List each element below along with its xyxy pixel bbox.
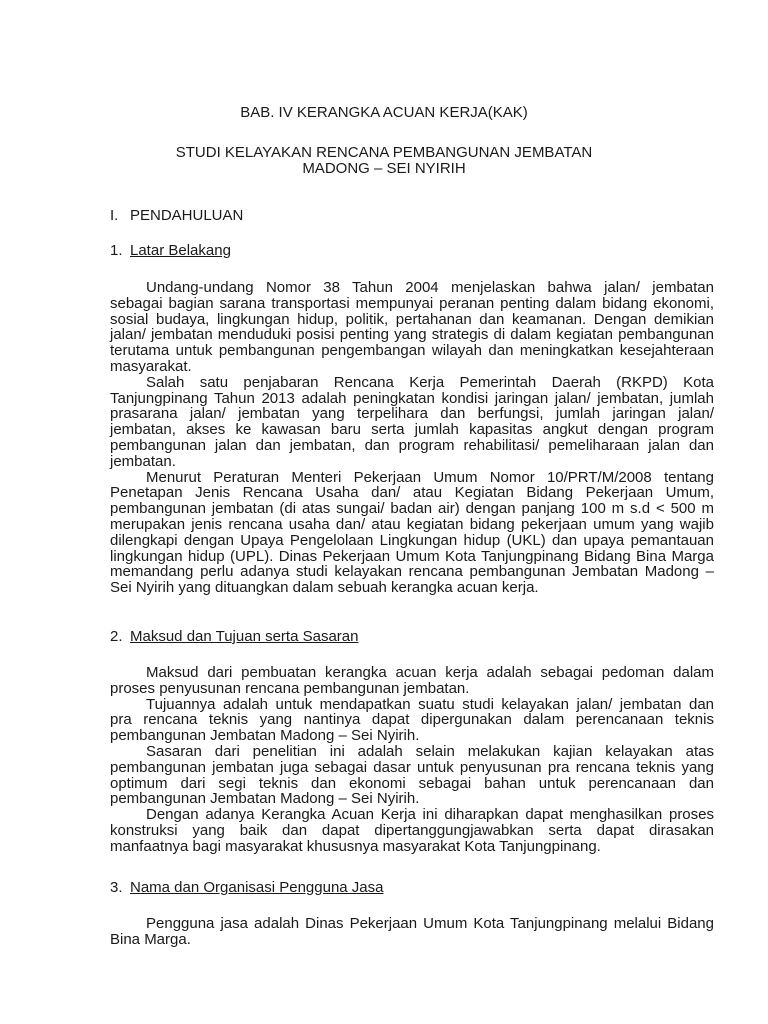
text-line: pembangunan jalan dan jembatan, dan program rehabilitasi/ pemeliharaan jalan dan: [110, 436, 714, 454]
text-line: pra rencana teknis yang nantinya dapat dipergunakan dalam perencanaan teknis: [110, 711, 714, 729]
text-line: masyarakat.: [110, 357, 192, 375]
text-line: Pengguna jasa adalah Dinas Pekerjaan Umum Kota Tanjungpinang melalui Bidang: [146, 915, 714, 932]
text-line: Dengan adanya Kerangka Acuan Kerja ini diharapkan dapat menghasilkan proses: [146, 806, 714, 824]
text-line: Penetapan Jenis Rencana Usaha dan/ atau Kegiatan Bidang Pekerjaan Umum,: [110, 484, 714, 502]
text-line: pembangunan Jembatan Madong – Sei Nyirih.: [110, 790, 420, 808]
subsection-heading-3: 3. Nama dan Organisasi Pengguna Jasa: [110, 879, 384, 896]
paragraph: [110, 470, 714, 596]
text-line: proses penyusunan rencana pembangunan jembatan.: [110, 679, 470, 697]
chapter-heading: BAB. IV KERANGKA ACUAN KERJA(KAK): [240, 104, 528, 121]
text-line: jembatan, akses ke kawasan baru serta jumlah kapasitas angkut dengan program: [110, 421, 714, 439]
text-line: pembangunan jembatan (di atas sungai/ badan air) dengan panjang 100 m s.d < 500 m: [110, 500, 714, 518]
paragraph: [110, 916, 714, 948]
text-line: Undang-undang Nomor 38 Tahun 2004 menjelaskan bahwa jalan/ jembatan: [146, 279, 714, 296]
subsection-heading-2: 2. Maksud dan Tujuan serta Sasaran: [110, 628, 359, 645]
paragraph: [110, 375, 714, 470]
text-line: optimum dari segi teknis dan ekonomi sebagai bahan untuk perencanaan dan: [110, 774, 714, 792]
text-line: Sasaran dari penelitian ini adalah selain melakukan kajian kelayakan atas: [146, 742, 714, 760]
text-line: Tujuannya adalah untuk mendapatkan suatu studi kelayakan jalan/ jembatan dan: [146, 695, 714, 713]
text-line: jalan/ jembatan menduduki posisi penting yang strategis di dalam kegiatan pembangunan: [110, 326, 714, 344]
paragraph: [110, 665, 714, 697]
text-line: pembangunan jembatan juga sebagai dasar untuk penyusunan pra rencana teknis yang: [110, 758, 714, 776]
text-line: pembangunan Jembatan Madong – Sei Nyirih.: [110, 727, 420, 745]
document-title-line-2: MADONG – SEI NYIRIH: [302, 160, 466, 177]
paragraph: [110, 807, 714, 854]
text-line: terutama untuk pembangunan pengembangan wilayah dan meningkatkan kesejahteraan: [110, 342, 714, 360]
text-line: memandang perlu adanya studi kelayakan rencana pembangunan Jembatan Madong –: [110, 563, 714, 581]
subsection-heading-1: 1. Latar Belakang: [110, 242, 231, 259]
text-line: sosial budaya, lingkungan hidup, politik, pertahanan dan keamanan. Dengan demikian: [110, 310, 714, 328]
paragraph: [110, 697, 714, 744]
text-line: manfaatnya bagi masyarakat khususnya masyarakat Kota Tanjungpinang.: [110, 837, 601, 855]
document-title-line-1: STUDI KELAYAKAN RENCANA PEMBANGUNAN JEMBATAN: [175, 144, 593, 161]
paragraph: [110, 280, 714, 375]
section-3-body: [110, 916, 714, 948]
section-heading-pendahuluan: I. PENDAHULUAN: [110, 207, 244, 224]
text-line: Salah satu penjabaran Rencana Kerja Pemerintah Daerah (RKPD) Kota: [146, 373, 714, 391]
text-line: Menurut Peraturan Menteri Pekerjaan Umum Nomor 10/PRT/M/2008 tentang: [146, 468, 714, 486]
section-2-body: [110, 665, 714, 855]
text-line: konstruksi yang baik dan dapat dipertanggungjawabkan serta dapat dirasakan: [110, 821, 714, 839]
text-line: prasarana jalan/ jembatan yang terpelihara dan berfungsi, jumlah jaringan jalan/: [110, 405, 714, 423]
paragraph: [110, 744, 714, 807]
text-line: lingkungan hidup (UPL). Dinas Pekerjaan Umum Kota Tanjungpinang Bidang Bina Marga: [110, 547, 714, 565]
text-line: Tanjungpinang Tahun 2013 adalah peningkatan kondisi jaringan jalan/ jembatan, jumlah: [110, 389, 714, 407]
text-line: sebagai bagian sarana transportasi mempunyai peranan penting dalam bidang ekonomi,: [110, 294, 714, 312]
text-line: jembatan.: [110, 452, 176, 470]
text-line: Bina Marga.: [110, 930, 191, 948]
text-line: Maksud dari pembuatan kerangka acuan kerja adalah sebagai pedoman dalam: [146, 664, 714, 681]
section-1-body: [110, 280, 714, 596]
text-line: dilengkapi dengan Upaya Pengelolaan Lingkungan hidup (UKL) dan upaya pemantauan: [110, 531, 714, 549]
text-line: Sei Nyirih yang dituangkan dalam sebuah kerangka acuan kerja.: [110, 579, 539, 597]
text-line: merupakan jenis rencana usaha dan/ atau kegiatan bidang pekerjaan umum yang wajib: [110, 515, 714, 533]
